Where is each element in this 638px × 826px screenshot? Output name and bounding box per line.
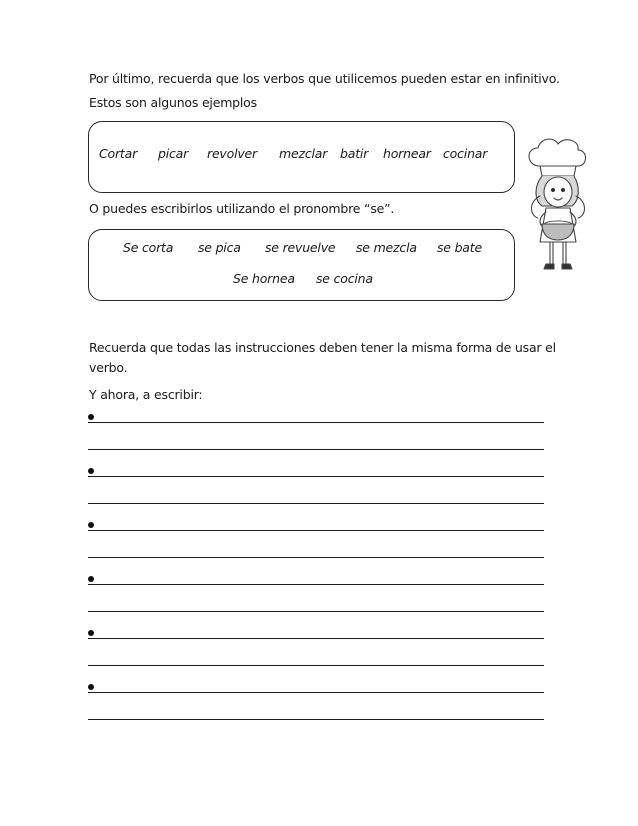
verb-mezclar: mezclar [279,146,328,161]
bullet-icon [88,630,94,636]
writing-line[interactable] [88,707,544,720]
se-verb-corta: Se corta [123,240,174,255]
bullet-icon [88,576,94,582]
writing-line[interactable] [88,599,544,612]
se-verb-bate: se bate [437,240,482,255]
writing-line[interactable] [88,491,544,504]
intro-line-2: Estos son algunos ejemplos [89,95,257,110]
pronoun-intro: O puedes escribirlos utilizando el pronombre “se”. [89,201,395,216]
writing-line[interactable] [88,653,544,666]
writing-line-bulleted[interactable] [88,518,544,531]
verb-cortar: Cortar [99,146,138,161]
se-verb-mezcla: se mezcla [356,240,417,255]
writing-line-bulleted[interactable] [88,464,544,477]
se-verb-cocina: se cocina [316,271,373,286]
verb-hornear: hornear [383,146,431,161]
verb-picar: picar [158,146,189,161]
writing-line-bulleted[interactable] [88,572,544,585]
bullet-icon [88,684,94,690]
verb-cocinar: cocinar [443,146,488,161]
se-verb-hornea: Se hornea [233,271,295,286]
writing-line-bulleted[interactable] [88,680,544,693]
reminder-line-1: Recuerda que todas las instrucciones deben tener la misma forma de usar el [89,340,556,355]
intro-line-1: Por último, recuerda que los verbos que utilicemos pueden estar en infinitivo. [89,71,560,86]
bullet-icon [88,468,94,474]
chef-girl-illustration [520,136,594,276]
se-verb-revuelve: se revuelve [265,240,336,255]
bullet-icon [88,522,94,528]
writing-line-bulleted[interactable] [88,410,544,423]
writing-prompt: Y ahora, a escribir: [89,387,203,402]
writing-line[interactable] [88,437,544,450]
writing-line[interactable] [88,545,544,558]
verb-batir: batir [340,146,369,161]
verb-revolver: revolver [207,146,257,161]
infinitive-verbs-box [88,121,515,193]
se-verbs-box [88,229,515,301]
se-verb-pica: se pica [198,240,241,255]
bullet-icon [88,414,94,420]
reminder-line-2: verbo. [89,360,128,375]
writing-line-bulleted[interactable] [88,626,544,639]
